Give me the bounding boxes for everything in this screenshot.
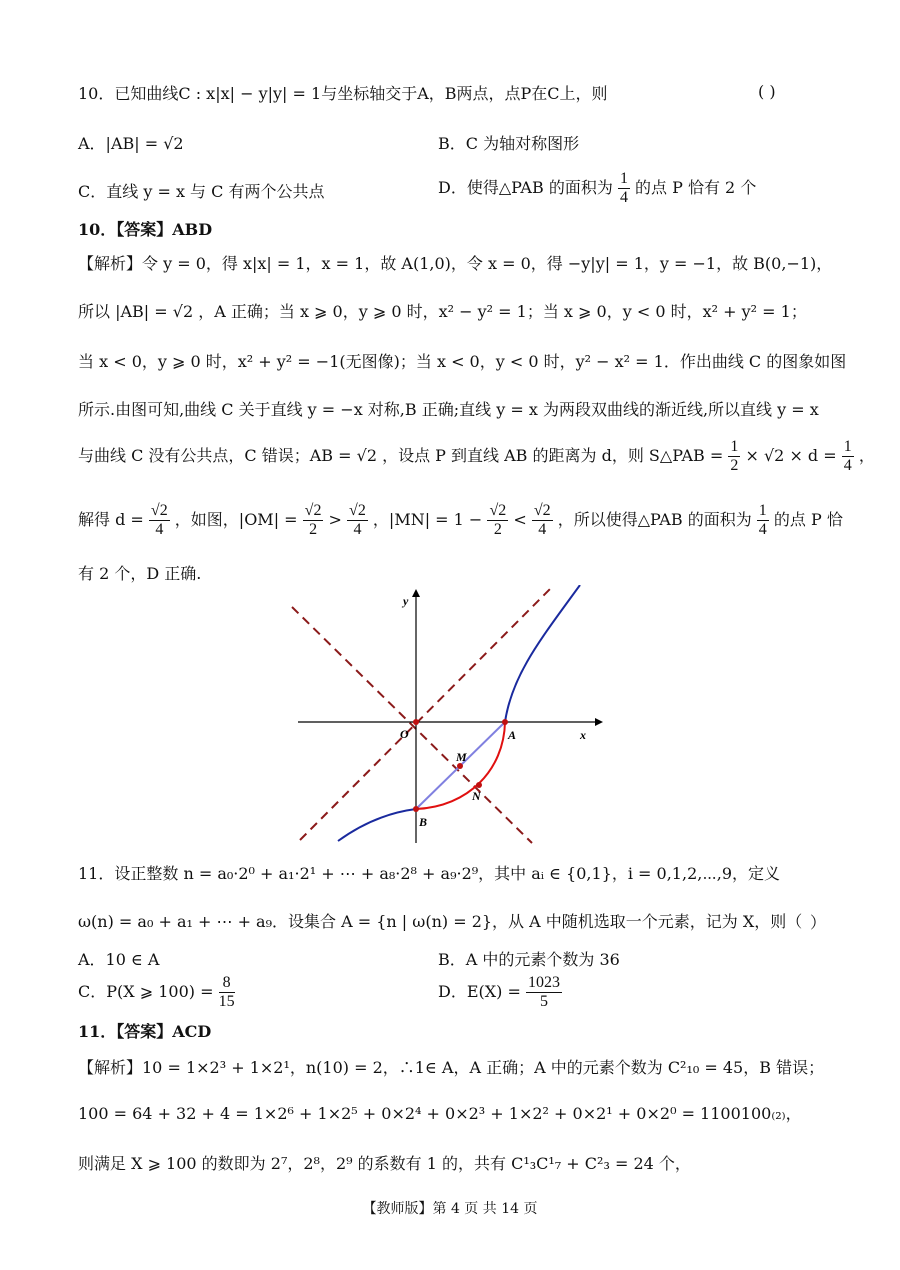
- q11-answer: 11．【答案】ACD: [78, 1022, 212, 1041]
- q11-option-c-pre: C．P(X ⩾ 100) =: [78, 982, 219, 1001]
- page-footer: 【教师版】第 4 页 共 14 页: [362, 1201, 538, 1217]
- q10-sol5-pre: 与曲线 C 没有公共点，C 错误；AB = √2 ，设点 P 到直线 AB 的距离为 d，则 S△PAB =: [78, 446, 729, 465]
- q10-sol6-frac-3: $\frac{√2}{4}$: [349, 502, 366, 538]
- q11-option-c-fraction: $\frac{8}{15}$: [218, 974, 235, 1010]
- q11-answer-paren: ）: [810, 913, 827, 932]
- q10-sol6-b: ，如图，|OM| =: [174, 510, 303, 529]
- x-axis-arrow-icon: [595, 718, 603, 726]
- q10-option-a: A．|AB| = √2: [78, 134, 184, 153]
- label-b: B: [419, 815, 428, 829]
- q11-option-d-pre: D．E(X) =: [438, 982, 526, 1001]
- point-o: [413, 719, 419, 725]
- point-a: [502, 719, 508, 725]
- q10-sol5-end: ，: [858, 446, 875, 465]
- label-n: N: [472, 789, 481, 803]
- label-o: O: [400, 727, 409, 741]
- q10-sol6-frac-2: $\frac{√2}{2}$: [304, 502, 322, 538]
- q10-sol5-fraction-half: $\frac{1}{2}$: [730, 438, 739, 474]
- q10-sol6-c: >: [328, 510, 348, 529]
- q11-solution-line-1: 【解析】10 = 1×2³ + 1×2¹，n(10) = 2，∴1∈ A，A 正确；A 中的元素个数为 C²₁₀ = 45，B 错误；: [78, 1058, 825, 1077]
- q10-solution-line-7: 有 2 个，D 正确.: [78, 564, 202, 583]
- q10-sol5-fraction-quarter: $\frac{1}{4}$: [843, 438, 852, 474]
- q11-solution-line-2: 100 = 64 + 32 + 4 = 1×2⁶ + 1×2⁵ + 0×2⁴ + 0×2³ + 1×2² + 0×2¹ + 0×2⁰ = 1100100₍₂₎，: [78, 1104, 802, 1123]
- q11-stem-line-1: 11．设正整数 n = a₀·2⁰ + a₁·2¹ + ⋯ + a₈·2⁸ + a₉·2⁹，其中 aᵢ ∈ {0,1}，i = 0,1,2,⋯,9，定义: [78, 864, 780, 883]
- q10-option-d-fraction: $\frac{1}{4}$: [619, 170, 628, 206]
- q10-sol6-f: ，所以使得△PAB 的面积为: [557, 510, 752, 529]
- q10-stem: 10．已知曲线C : x|x| − y|y| = 1与坐标轴交于A，B两点，点P在C上，则: [78, 84, 608, 103]
- y-axis-arrow-icon: [412, 589, 420, 597]
- label-y: y: [403, 594, 409, 608]
- q10-solution-line-4: 所示.由图可知,曲线 C 关于直线 y = −x 对称,B 正确;直线 y = x 为两段双曲线的渐近线,所以直线 y = x: [78, 400, 819, 419]
- q10-sol6-frac-6: $\frac{1}{4}$: [758, 502, 767, 538]
- point-n: [476, 782, 482, 788]
- q10-option-c: C．直线 y = x 与 C 有两个公共点: [78, 182, 325, 201]
- q10-solution-line-6: [78, 502, 843, 539]
- hyperbola-branch-lower: [338, 809, 416, 841]
- q10-option-d: [438, 170, 756, 207]
- q10-sol6-frac-5: $\frac{√2}{4}$: [533, 502, 551, 538]
- q11-option-b: B．A 中的元素个数为 36: [438, 950, 620, 969]
- q10-sol6-g: 的点 P 恰: [773, 510, 843, 529]
- q10-sol6-e: <: [513, 510, 532, 529]
- q10-answer: 10．【答案】ABD: [78, 220, 213, 239]
- q10-solution-line-1: 【解析】令 y = 0，得 x|x| = 1，x = 1，故 A(1,0)，令 x = 0，得 −y|y| = 1，y = −1，故 B(0,−1)，: [78, 254, 833, 273]
- q10-solution-line-3: 当 x < 0，y ⩾ 0 时，x² + y² = −1(无图像)；当 x < 0，y < 0 时，y² − x² = 1．作出曲线 C 的图象如图: [78, 352, 847, 371]
- q10-option-d-post: 的点 P 恰有 2 个: [635, 178, 757, 197]
- asymptote-y-eq-x: [300, 587, 552, 840]
- label-m: M: [456, 750, 467, 764]
- label-a: A: [508, 728, 517, 742]
- q10-sol6-frac-1: $\frac{√2}{4}$: [150, 502, 168, 538]
- q10-sol6-a: 解得 d =: [78, 510, 149, 529]
- q10-sol6-frac-4: $\frac{√2}{2}$: [489, 502, 507, 538]
- q10-sol6-d: ，|MN| = 1 −: [372, 510, 488, 529]
- point-b: [413, 806, 419, 812]
- q10-option-b: B．C 为轴对称图形: [438, 134, 580, 153]
- q11-option-d-fraction: $\frac{1023}{5}$: [527, 974, 560, 1010]
- q11-stem-line-2: ω(n) = a₀ + a₁ + ⋯ + a₉．设集合 A = {n | ω(n) = 2}，从 A 中随机选取一个元素，记为 X，则（: [78, 912, 803, 931]
- q11-option-c: [78, 974, 235, 1011]
- q10-sol5-mid: × √2 × d =: [745, 446, 842, 465]
- hyperbola-branch-upper: [505, 585, 580, 722]
- q10-solution-line-2: 所以 |AB| = √2 ，A 正确；当 x ⩾ 0，y ⩾ 0 时，x² − y² = 1；当 x ⩾ 0，y < 0 时，x² + y² = 1；: [78, 302, 807, 321]
- q11-solution-line-3: 则满足 X ⩾ 100 的数即为 2⁷，2⁸，2⁹ 的系数有 1 的，共有 C¹₃C¹₇ + C²₃ = 24 个，: [78, 1154, 691, 1173]
- label-x: x: [580, 728, 586, 742]
- q10-solution-line-5: [78, 438, 875, 475]
- curve-figure: [290, 585, 610, 847]
- q10-answer-paren: ( ): [758, 82, 776, 101]
- q11-option-d: [438, 974, 562, 1011]
- q11-option-a: A．10 ∈ A: [78, 950, 160, 969]
- q10-option-d-pre: D．使得△PAB 的面积为: [438, 178, 613, 197]
